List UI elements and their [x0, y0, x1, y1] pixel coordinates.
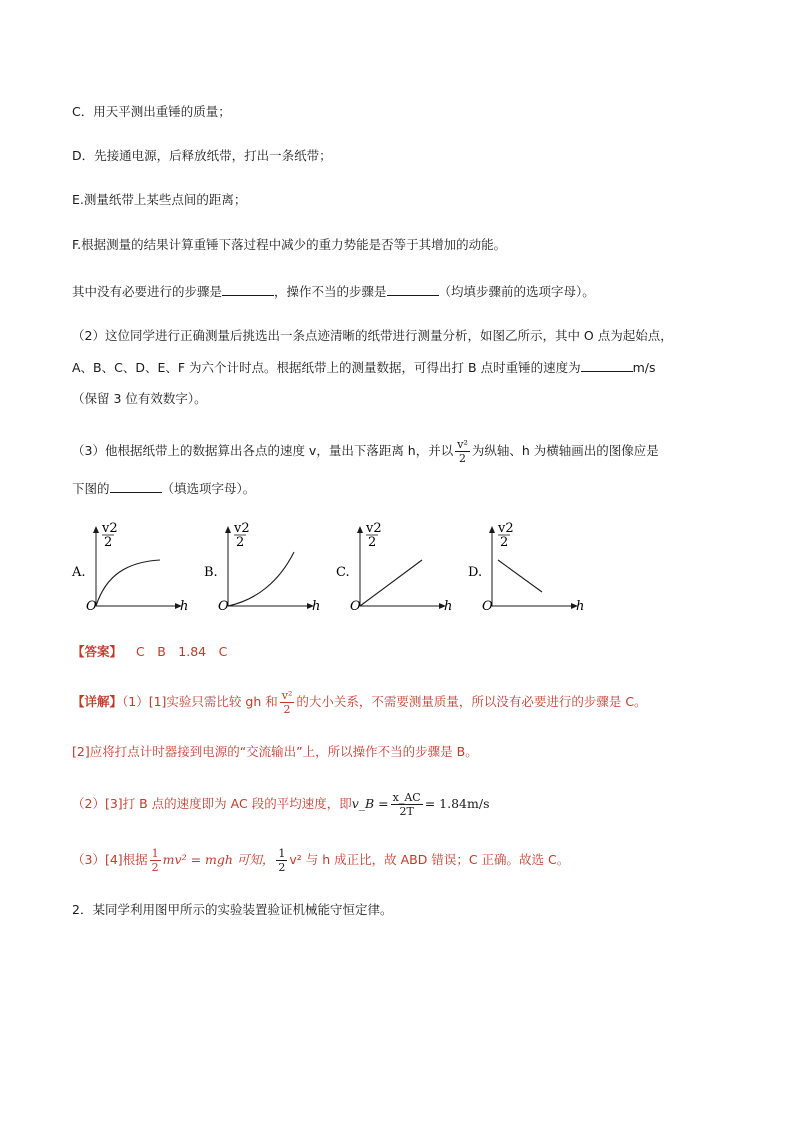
graph-d-origin: O — [482, 599, 493, 614]
graph-a-y-label-num: v2 — [102, 521, 118, 536]
graph-c-line — [360, 560, 422, 606]
q2-unit: m/s — [632, 360, 656, 375]
graph-option-b — [204, 520, 324, 616]
detail-result: = 1.84m/s — [424, 796, 490, 811]
graph-b-curve — [228, 552, 294, 606]
detail-text-4c: v² 与 h 成正比，故 ABD 错误；C 正确。故选 C。 — [289, 852, 570, 867]
blank-4[interactable] — [110, 478, 162, 493]
graph-b-label: B. — [204, 565, 218, 580]
graph-a-x-label: h — [180, 599, 189, 614]
q3-text-1: （3）他根据纸带上的数据算出各点的速度 v，量出下落距离 h，并以 — [72, 443, 454, 458]
graph-b-x-label: h — [312, 599, 321, 614]
graph-d-y-label-num: v2 — [498, 521, 514, 536]
q2-text: A、B、C、D、E、F 为六个计时点。根据纸带上的测量数据，可得出打 B 点时重锤的速度为 — [72, 360, 581, 375]
question-3-line-1 — [72, 438, 659, 465]
detail-v2-fraction: $\frac{\text{v²}}{2}$ — [281, 689, 293, 716]
graph-option-d — [468, 520, 588, 616]
detail-line-2: [2]应将打点计时器接到电源的“交流输出”上，所以操作不当的步骤是 B。 — [72, 744, 478, 759]
v2-over-2-fraction: $\frac{\text{v²}}{2}$ — [457, 438, 468, 465]
answer-line — [72, 642, 227, 662]
step-c: C．用天平测出重锤的质量； — [72, 104, 231, 119]
graph-c-y-label-den: 2 — [368, 535, 377, 550]
detail-half-fraction-2: $\frac{1}{2}$ — [278, 847, 286, 874]
graph-c-label: C. — [336, 565, 350, 580]
graph-a-label: A. — [72, 565, 86, 580]
graph-d-line — [498, 560, 542, 592]
detail-energy-eq: mv² = mgh 可知， — [162, 852, 275, 867]
detail-label: 【详解】 — [72, 694, 123, 709]
detail-text-4a: （3）[4]根据 — [72, 852, 148, 867]
graph-c-y-label-num: v2 — [366, 521, 382, 536]
question-3-line-2 — [72, 478, 255, 499]
detail-text-3a: （2）[3]打 B 点的速度即为 AC 段的平均速度，即 — [72, 796, 352, 811]
detail-line-4 — [72, 846, 569, 874]
answer-values: C B 1.84 C — [136, 644, 228, 659]
question-1-blanks — [72, 281, 595, 302]
graph-b-y-arrow — [225, 526, 231, 533]
blank-3[interactable] — [581, 357, 633, 372]
detail-xac-fraction: $\frac{x\_AC}{2T}$ — [392, 791, 421, 818]
graph-d-label: D. — [468, 565, 483, 580]
q3-text-4: （填选项字母）。 — [161, 481, 256, 496]
graph-c-origin: O — [350, 599, 361, 614]
graph-b-y-label-den: 2 — [236, 535, 245, 550]
graph-a-origin: O — [86, 599, 97, 614]
step-e: E.测量纸带上某些点间的距离； — [72, 192, 247, 207]
detail-vb: v_B = — [351, 796, 389, 811]
question-2-line-1: （2）这位同学进行正确测量后挑选出一条点迹清晰的纸带进行测量分析，如图乙所示，其中 O 点为起始点， — [72, 328, 673, 343]
q3-text-3: 下图的 — [72, 481, 110, 496]
graph-c-y-arrow — [357, 526, 363, 533]
step-d: D．先接通电源，后释放纸带，打出一条纸带； — [72, 148, 332, 163]
graph-option-a — [72, 520, 192, 616]
q1-text-2: ，操作不当的步骤是 — [274, 284, 387, 299]
graph-option-c — [336, 520, 456, 616]
q1-text-1: 其中没有必要进行的步骤是 — [72, 284, 223, 299]
graph-c-x-label: h — [444, 599, 453, 614]
detail-half-fraction: $\frac{1}{2}$ — [151, 847, 159, 874]
graph-a-curve — [96, 560, 160, 606]
question-2-line-3: （保留 3 位有效数字）。 — [72, 391, 207, 406]
graph-d-x-label: h — [576, 599, 585, 614]
detail-line-1 — [72, 688, 647, 716]
step-f: F.根据测量的结果计算重锤下落过程中减少的重力势能是否等于其增加的动能。 — [72, 237, 507, 252]
blank-1[interactable] — [222, 281, 274, 296]
graph-b-y-label-num: v2 — [234, 521, 250, 536]
answer-label: 【答案】 — [72, 644, 123, 659]
question-2-line-2 — [72, 357, 655, 378]
graph-a-y-label-den: 2 — [104, 535, 113, 550]
detail-text-1b: 的大小关系，不需要测量质量，所以没有必要进行的步骤是 C。 — [296, 694, 647, 709]
graph-d-y-label-den: 2 — [500, 535, 509, 550]
graph-b-origin: O — [218, 599, 229, 614]
blank-2[interactable] — [387, 281, 439, 296]
detail-line-3 — [72, 790, 490, 818]
q3-text-2: 为纵轴、h 为横轴画出的图像应是 — [471, 443, 659, 458]
graph-d-y-arrow — [489, 526, 495, 533]
graph-a-y-arrow — [93, 526, 99, 533]
detail-text-1a: （1）[1]实验只需比较 gh 和 — [122, 694, 278, 709]
next-question: 2．某同学利用图甲所示的实验装置验证机械能守恒定律。 — [72, 902, 393, 917]
q1-text-3: （均填步骤前的选项字母）。 — [438, 284, 595, 299]
